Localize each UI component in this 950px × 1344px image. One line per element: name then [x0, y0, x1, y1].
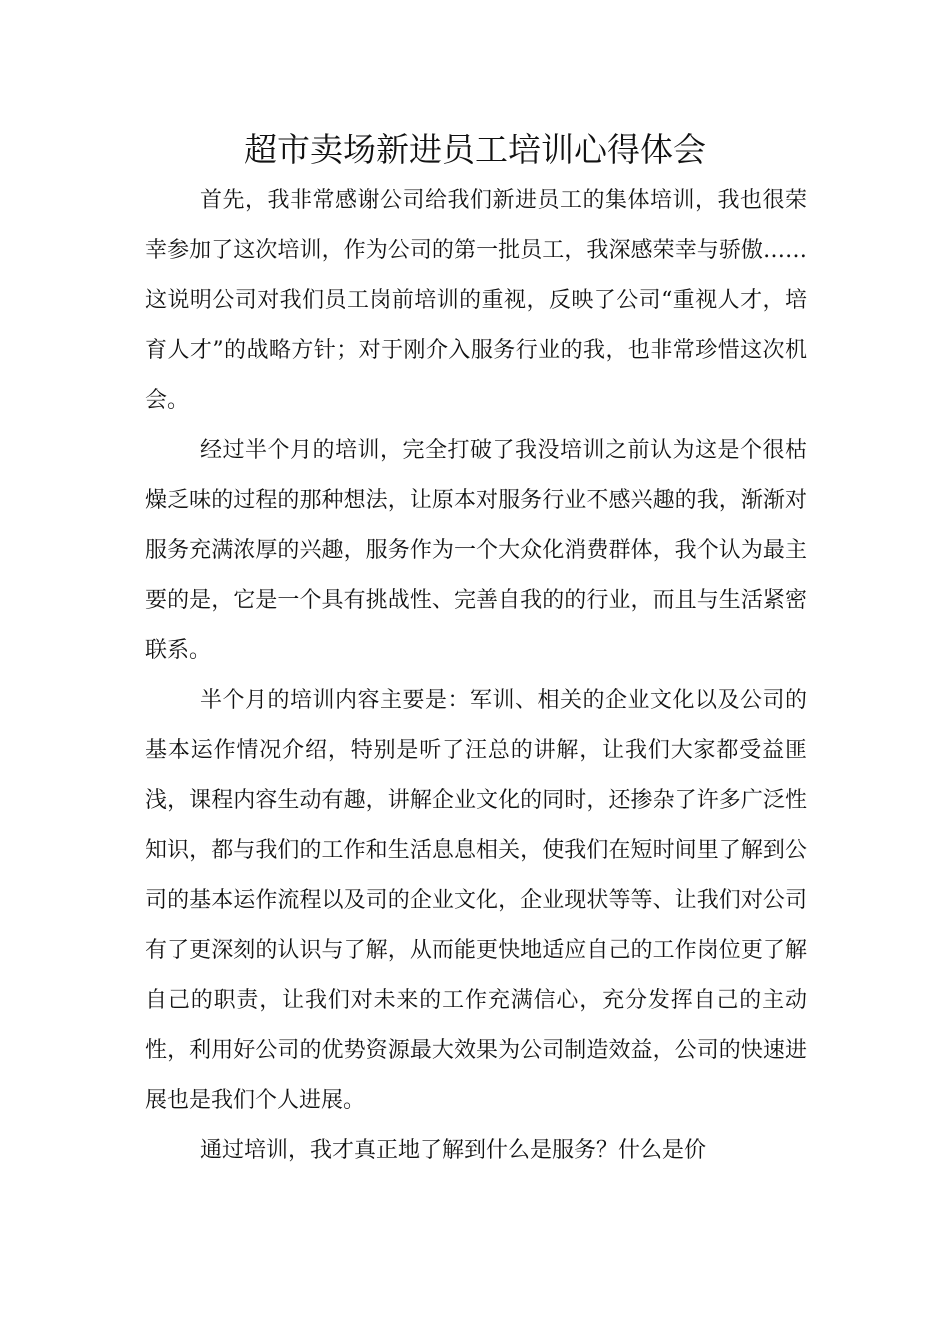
paragraph-2: 经过半个月的培训，完全打破了我没培训之前认为这是个很枯燥乏味的过程的那种想法，让原本对服务行业不感兴趣的我，渐渐对服务充满浓厚的兴趣，服务作为一个大众化消费群体，我个认为最主要的是，它是一个具有挑战性、完善自我的的行业，而且与生活紧密联系。: [145, 438, 807, 663]
document-title: 超市卖场新进员工培训心得体会: [244, 130, 706, 169]
paragraph-4: 通过培训，我才真正地了解到什么是服务？什么是价: [200, 1138, 707, 1163]
paragraph-1: 首先，我非常感谢公司给我们新进员工的集体培训，我也很荣幸参加了这次培训，作为公司的第一批员工，我深感荣幸与骄傲……这说明公司对我们员工岗前培训的重视，反映了公司“重视人才，培育人才”的战略方针；对于刚介入服务行业的我，也非常珍惜这次机会。: [145, 188, 807, 413]
paragraph-3: 半个月的培训内容主要是：军训、相关的企业文化以及公司的基本运作情况介绍，特别是听了汪总的讲解，让我们大家都受益匪浅，课程内容生动有趣，讲解企业文化的同时，还掺杂了许多广泛性知识，都与我们的工作和生活息息相关，使我们在短时间里了解到公司的基本运作流程以及司的企业文化，企业现状等等、让我们对公司有了更深刻的认识与了解，从而能更快地适应自己的工作岗位更了解自己的职责，让我们对未来的工作充满信心，充分发挥自己的主动性，利用好公司的优势资源最大效果为公司制造效益，公司的快速进展也是我们个人进展。: [145, 688, 807, 1113]
document-body: [145, 176, 807, 1176]
